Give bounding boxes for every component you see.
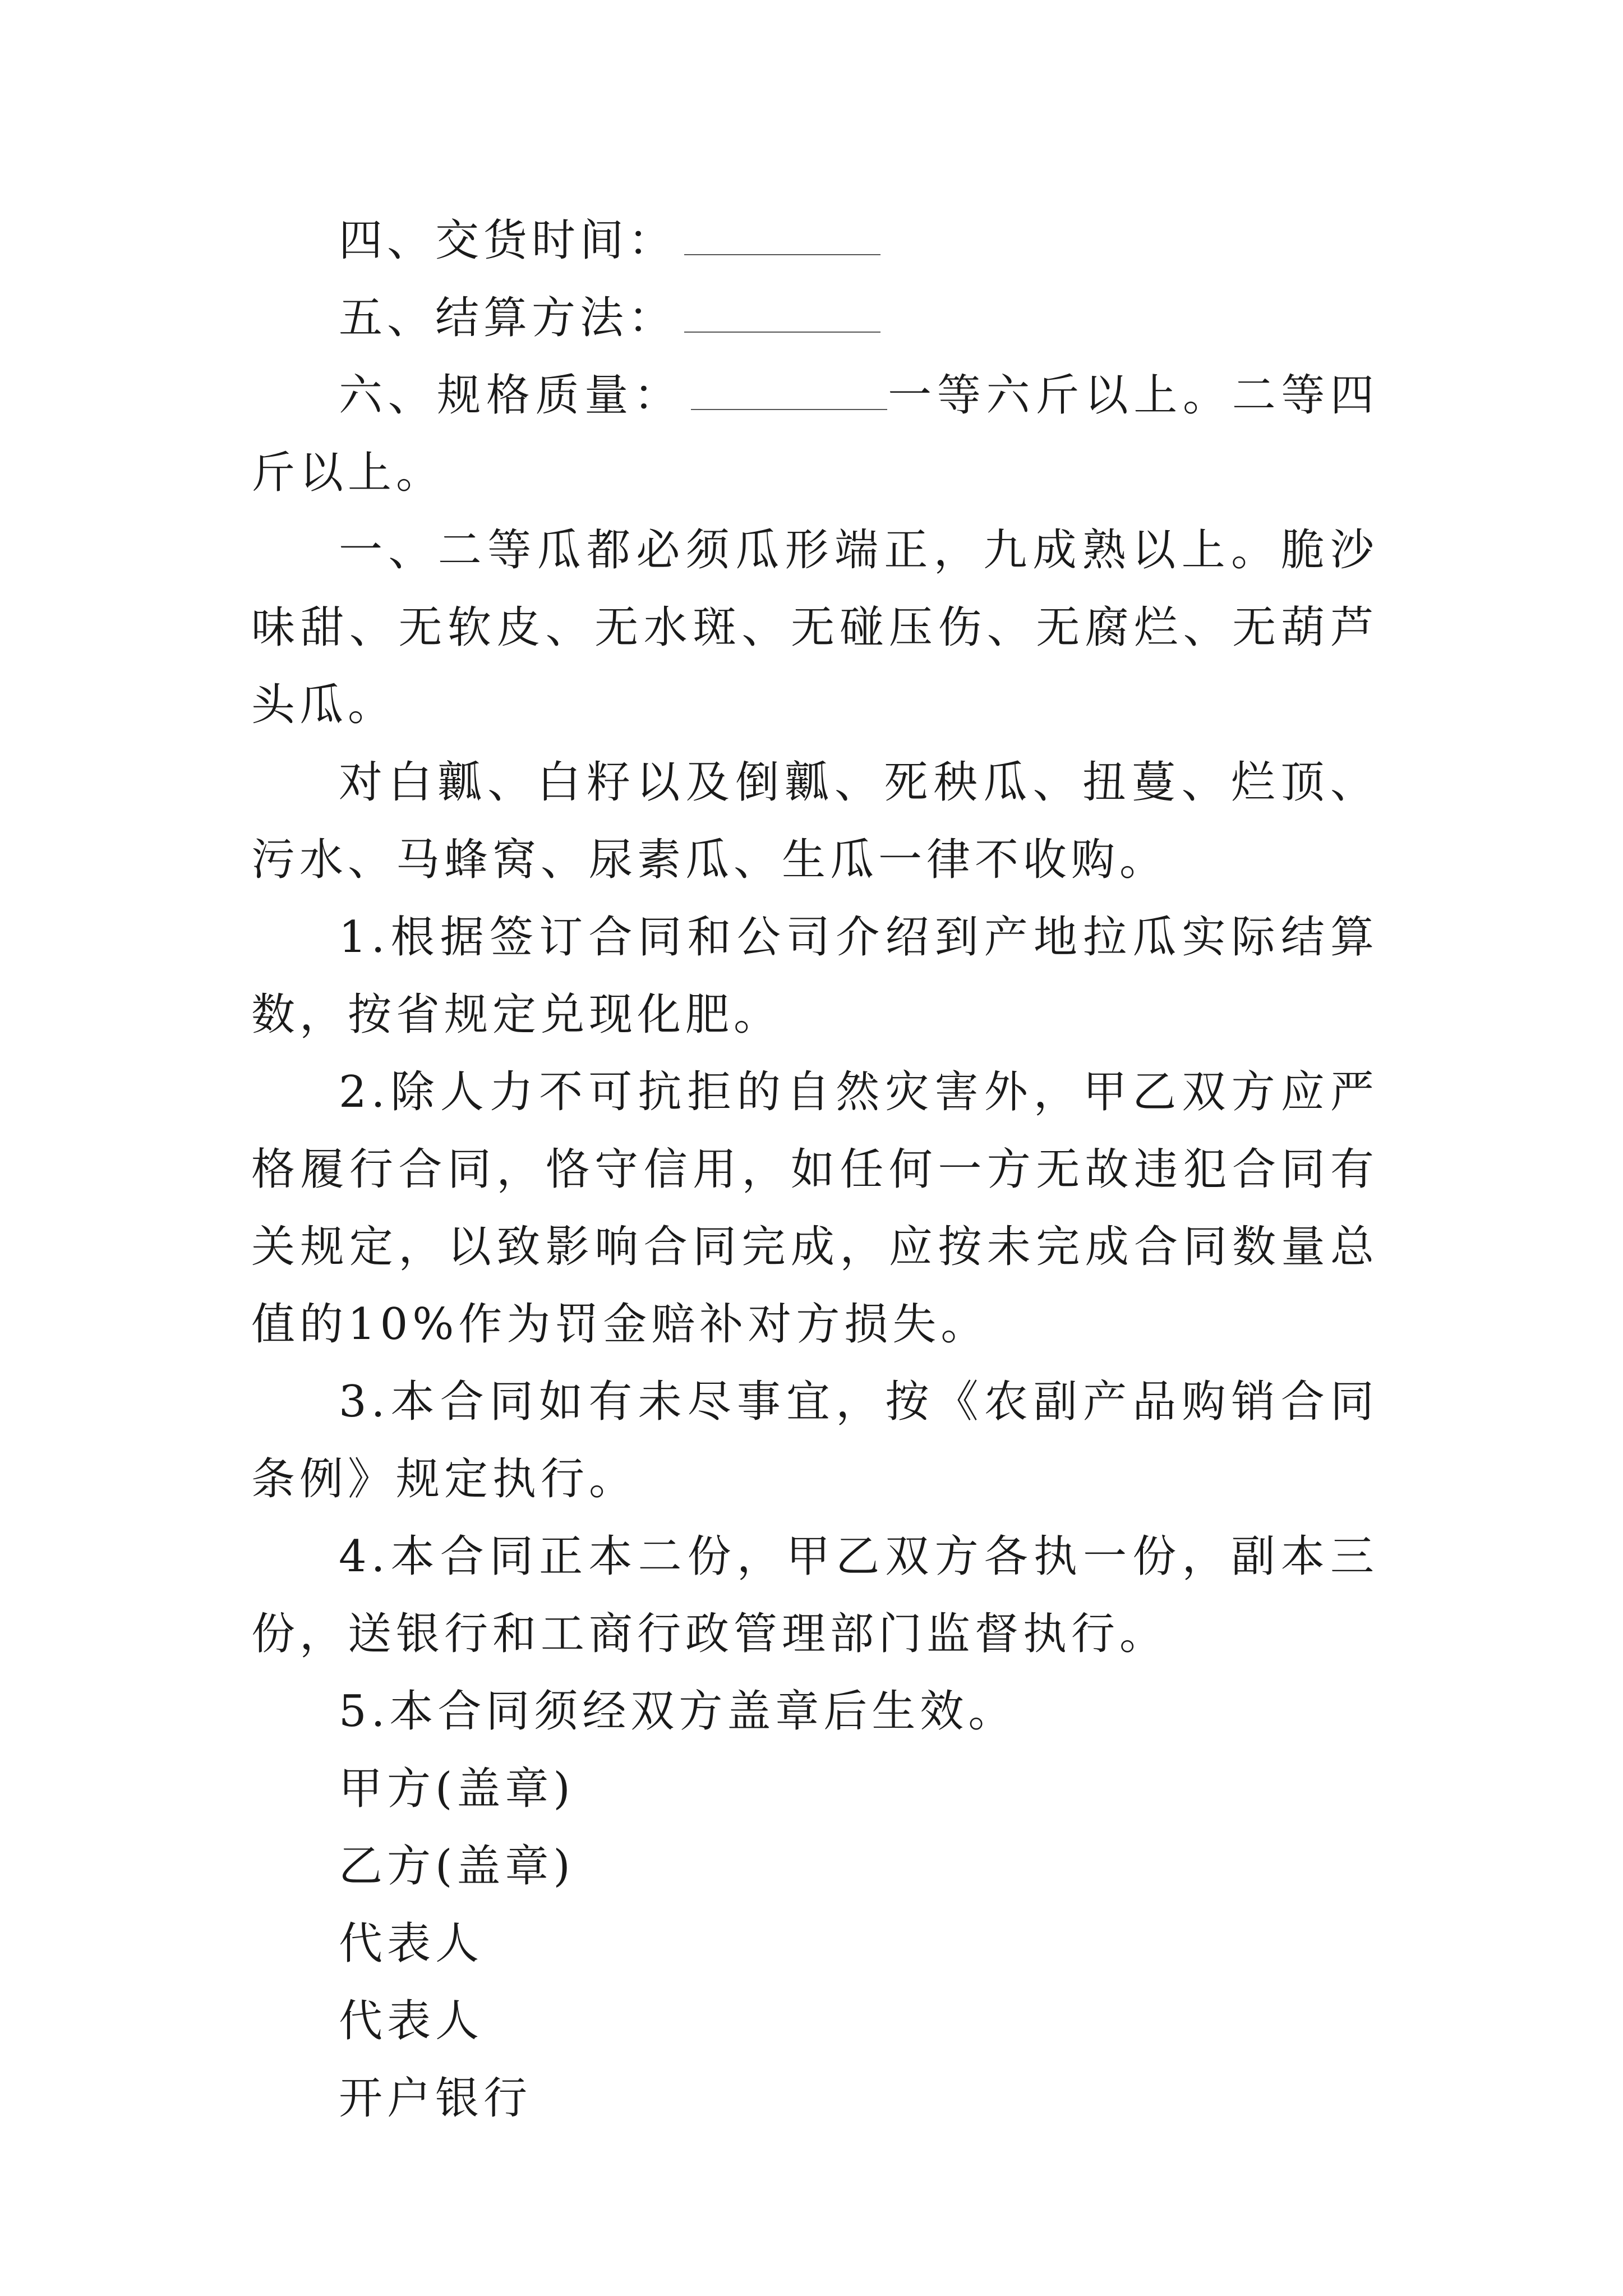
spec-quality-text: 一等六斤以上。二等四斤以上。 [251, 370, 1378, 498]
clause-1-paragraph: 1.根据签订合同和公司介绍到产地拉瓜实际结算数，按省规定兑现化肥。 [251, 912, 1378, 1040]
delivery-time-blank[interactable] [684, 213, 880, 255]
party-b-seal: 乙方(盖章) [339, 1841, 575, 1892]
clause-5-paragraph: 5.本合同须经双方盖章后生效。 [339, 1686, 1017, 1737]
spec-quality-label: 六、规格质量： [339, 370, 683, 421]
spec-quality-paragraph [251, 357, 1378, 512]
representative-b: 代表人 [339, 1996, 484, 2046]
rejection-paragraph: 对白瓤、白籽以及倒瓤、死秧瓜、扭蔓、烂顶、污水、马蜂窝、尿素瓜、生瓜一律不收购。 [251, 757, 1378, 885]
delivery-time-label: 四、交货时间： [339, 215, 677, 266]
bank-account: 开户银行 [339, 2073, 532, 2124]
clause-4-paragraph: 4.本合同正本二份，甲乙双方各执一份，副本三份，送银行和工商行政管理部门监督执行。 [251, 1531, 1378, 1659]
settlement-method-line [251, 279, 1378, 357]
settlement-method-blank[interactable] [684, 290, 880, 333]
party-a-seal: 甲方(盖章) [339, 1764, 575, 1814]
delivery-time-line [251, 202, 1378, 279]
clause-3-paragraph: 3.本合同如有未尽事宜，按《农副产品购销合同条例》规定执行。 [251, 1377, 1378, 1504]
contract-page [251, 202, 1378, 2137]
clause-2-paragraph: 2.除人力不可抗拒的自然灾害外，甲乙双方应严格履行合同，恪守信用，如任何一方无故违犯合同有关规定，以致影响合同完成，应按未完成合同数量总值的10%作为罚金赔补对方损失。 [251, 1067, 1378, 1350]
grade-requirement-paragraph: 一、二等瓜都必须瓜形端正，九成熟以上。脆沙味甜、无软皮、无水斑、无碰压伤、无腐烂、无葫芦头瓜。 [251, 525, 1378, 730]
spec-quality-blank[interactable] [691, 367, 887, 410]
settlement-method-label: 五、结算方法： [339, 293, 677, 343]
representative-a: 代表人 [339, 1918, 484, 1969]
